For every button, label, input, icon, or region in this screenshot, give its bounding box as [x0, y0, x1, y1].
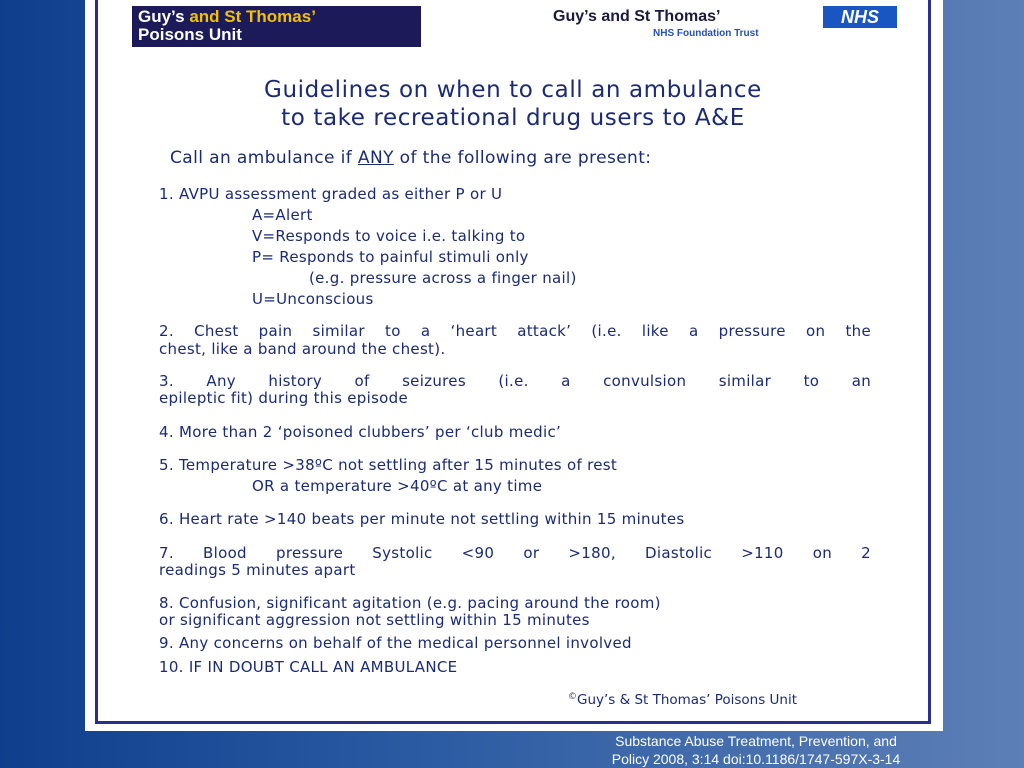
criterion-7-line-2: readings 5 minutes apart [159, 561, 356, 579]
criterion-7-line-1: 7. Blood pressure Systolic <90 or >180, Diastolic >110 on 2 [159, 544, 871, 562]
criterion-6: 6. Heart rate >140 beats per minute not settling within 15 minutes [159, 510, 685, 528]
criterion-3-line-1: 3. Any history of seizures (i.e. a convulsion similar to an [159, 372, 871, 390]
copyright-notice [568, 692, 797, 708]
criterion-8-line-2: or significant aggression not settling within 15 minutes [159, 611, 590, 629]
criterion-3-line-2: epileptic fit) during this episode [159, 389, 409, 407]
title-line-2: to take recreational drug users to A&E [281, 105, 745, 131]
criterion-8-line-1: 8. Confusion, significant agitation (e.g. pacing around the room) [159, 594, 661, 612]
citation-line-2: Policy 2008, 3:14 doi:10.1186/1747-597X-3-14 [611, 751, 901, 767]
lead-emphasis: ANY [357, 148, 394, 168]
criterion-5-line-1: 5. Temperature >38ºC not settling after 15 minutes of rest [159, 456, 618, 474]
avpu-pain: P= Responds to painful stimuli only [252, 248, 529, 266]
guideline-poster [95, 0, 931, 724]
nhs-logo: NHS [823, 6, 897, 28]
lead-sentence [170, 148, 651, 168]
avpu-alert: A=Alert [252, 206, 313, 224]
avpu-pain-example: (e.g. pressure across a finger nail) [309, 269, 577, 287]
logo-text-guys: Guy’s [138, 7, 190, 26]
trust-logo [553, 6, 903, 42]
page-title [98, 76, 928, 132]
avpu-unconscious: U=Unconscious [252, 290, 374, 308]
criterion-9: 9. Any concerns on behalf of the medical personnel involved [159, 634, 632, 652]
lead-before: Call an ambulance if [170, 148, 358, 168]
avpu-voice: V=Responds to voice i.e. talking to [252, 227, 526, 245]
criterion-1: 1. AVPU assessment graded as either P or U [159, 185, 503, 203]
criterion-4: 4. More than 2 ‘poisoned clubbers’ per ‘club medic’ [159, 423, 562, 441]
trust-name: Guy’s and St Thomas’ [553, 8, 721, 25]
citation-line-1: Substance Abuse Treatment, Prevention, and [615, 733, 897, 749]
copyright-text: Guy’s & St Thomas’ Poisons Unit [577, 692, 798, 708]
criterion-2-line-1: 2. Chest pain similar to a ‘heart attack’ (i.e. like a pressure on the [159, 322, 871, 340]
copyright-symbol: © [568, 692, 577, 702]
lead-after: of the following are present: [393, 148, 652, 168]
logo-text-st-thomas: and St Thomas’ [189, 7, 316, 26]
trust-subtitle: NHS Foundation Trust [653, 28, 759, 39]
criterion-2-line-2: chest, like a band around the chest). [159, 340, 446, 358]
criterion-10: 10. IF IN DOUBT CALL AN AMBULANCE [159, 658, 458, 676]
criterion-5-line-2: OR a temperature >40ºC at any time [252, 477, 543, 495]
title-line-1: Guidelines on when to call an ambulance [264, 77, 762, 103]
source-citation [570, 732, 942, 768]
logo-text-poisons-unit: Poisons Unit [138, 25, 242, 44]
poisons-unit-logo [132, 6, 421, 47]
